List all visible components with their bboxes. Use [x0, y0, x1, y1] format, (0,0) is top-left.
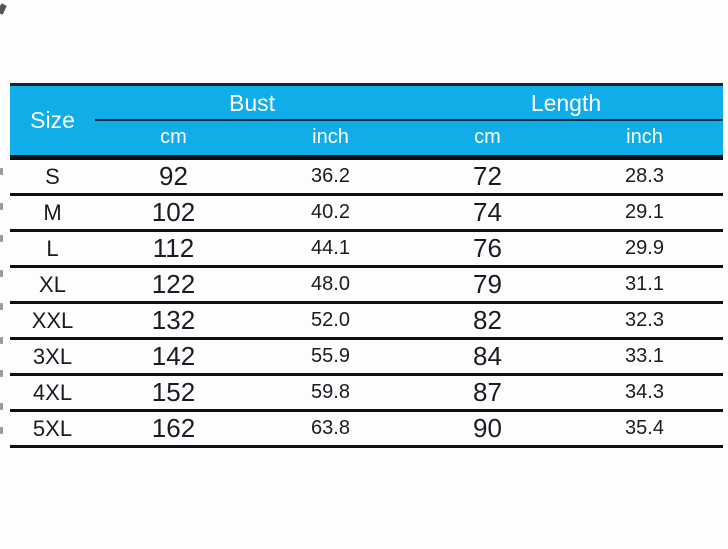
length-cm-cell: 74: [473, 197, 502, 227]
bust-inch-cell: 44.1: [311, 237, 350, 259]
length-inch-header: inch: [626, 126, 663, 148]
size-column-header: Size: [30, 107, 75, 133]
bust-cm-cell: 92: [159, 161, 188, 191]
measurement-header-area: [95, 86, 723, 155]
length-inch-cell: 29.1: [625, 201, 664, 223]
size-cell: 4XL: [32, 379, 73, 405]
bust-cm-cell: 112: [152, 233, 195, 263]
bust-cm-cell: 152: [151, 377, 196, 407]
edge-artifact: [0, 303, 3, 310]
length-inch-cell: 31.1: [625, 273, 664, 295]
bust-inch-cell: 55.9: [311, 345, 350, 367]
size-cell: L: [46, 235, 59, 261]
table-row: [10, 232, 723, 268]
edge-artifact: [0, 3, 7, 15]
size-cell: S: [45, 163, 60, 189]
length-inch-cell: 35.4: [625, 417, 664, 439]
measurement-group-row: [95, 86, 723, 121]
size-chart-table: [10, 83, 723, 448]
bust-cm-cell: 142: [151, 341, 196, 371]
edge-artifact: [0, 403, 3, 410]
bust-cm-header: cm: [160, 126, 187, 148]
edge-artifact: [0, 370, 3, 377]
edge-artifact: [0, 427, 3, 434]
length-cm-cell: 87: [473, 377, 502, 407]
bust-inch-cell: 36.2: [311, 165, 350, 187]
size-cell: XXL: [31, 307, 74, 333]
edge-artifact: [0, 168, 3, 175]
bust-inch-cell: 59.8: [311, 381, 350, 403]
edge-artifact: [0, 203, 3, 210]
table-row: [10, 268, 723, 304]
edge-artifact: [0, 270, 3, 277]
bust-inch-cell: 52.0: [311, 309, 350, 331]
bust-group-header: Bust: [228, 90, 276, 116]
bust-inch-cell: 63.8: [311, 417, 350, 439]
table-row: [10, 160, 723, 196]
length-cm-cell: 90: [473, 413, 502, 443]
table-row: [10, 376, 723, 412]
size-cell: M: [43, 199, 62, 225]
length-inch-cell: 33.1: [625, 345, 664, 367]
bust-cm-cell: 122: [151, 269, 196, 299]
length-cm-cell: 82: [473, 305, 502, 335]
length-cm-cell: 79: [473, 269, 502, 299]
bust-cm-cell: 132: [151, 305, 196, 335]
bust-inch-cell: 48.0: [311, 273, 350, 295]
length-cm-cell: 76: [473, 233, 502, 263]
table-row: [10, 304, 723, 340]
length-group-header: Length: [530, 90, 602, 116]
length-cm-header: cm: [474, 126, 501, 148]
length-inch-cell: 34.3: [625, 381, 664, 403]
bust-cm-cell: 162: [151, 413, 196, 443]
edge-artifact: [0, 235, 3, 242]
length-inch-cell: 29.9: [625, 237, 664, 259]
bust-cm-cell: 102: [151, 197, 196, 227]
length-cm-cell: 72: [473, 161, 502, 191]
length-inch-cell: 32.3: [625, 309, 664, 331]
table-header: [10, 83, 723, 160]
edge-artifact: [0, 337, 3, 344]
table-row: [10, 412, 723, 448]
unit-header-row: [95, 121, 723, 155]
length-inch-cell: 28.3: [625, 165, 664, 187]
size-cell: 3XL: [32, 343, 73, 369]
length-cm-cell: 84: [473, 341, 502, 371]
table-row: [10, 196, 723, 232]
bust-inch-cell: 40.2: [311, 201, 350, 223]
size-cell: XL: [39, 271, 66, 297]
bust-inch-header: inch: [312, 126, 349, 148]
table-row: [10, 340, 723, 376]
size-cell: 5XL: [32, 415, 73, 441]
